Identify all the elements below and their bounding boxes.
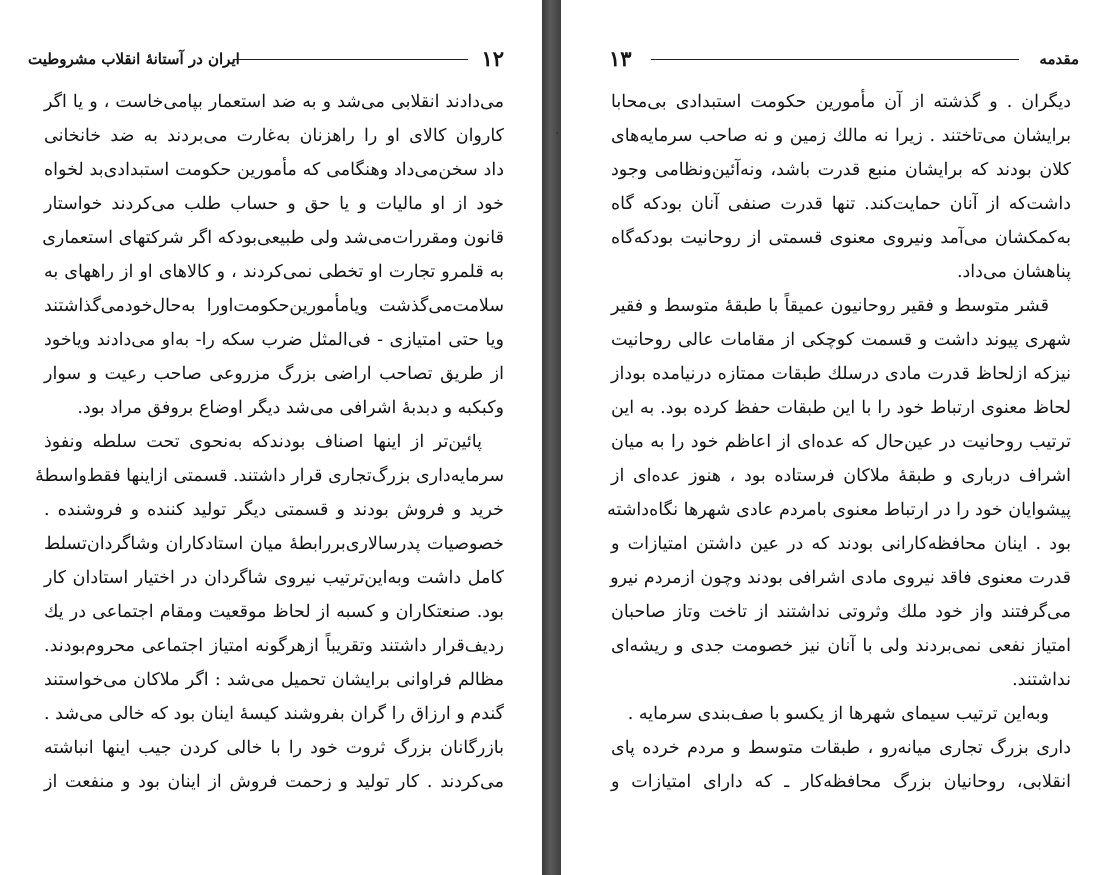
left-page xyxy=(0,0,542,875)
text-line: اشراف درباری و طبقهٔ ملاکان فرستاده بود ، هنوز عده‌ای از xyxy=(611,466,1071,486)
text-line: مظالم فراوانی برایشان تحمیل می‌شد : اگر ملاکان می‌خواستند xyxy=(44,670,504,690)
text-line: نداشتند. xyxy=(1012,670,1071,690)
page-number: ۱۳ xyxy=(609,46,632,71)
text-line: قدرت معنوی فاقد نیروی مادی اشرافی بودند وچون ازمردم نیرو xyxy=(610,568,1071,588)
right-page-header xyxy=(609,44,1079,72)
text-line: قانون ومقررات‌می‌شد ولی طبیعی‌بودکه اگر شرکتهای استعماری xyxy=(42,228,504,248)
text-line: نیزکه ازلحاظ قدرت مادی درسلك طبقات ممتازه درنیامده بوداز xyxy=(611,364,1071,384)
text-line: پائین‌تر از اینها اصناف بودندکه به‌نحوی تحت سلطه ونفوذ xyxy=(44,432,482,452)
left-page-header xyxy=(28,44,508,72)
text-line: پناهشان می‌داد. xyxy=(956,262,1071,282)
header-rule xyxy=(651,59,1019,60)
text-line: گندم و ارزاق را گران بفروشند کیسهٔ اینان بود که خالی می‌شد . xyxy=(44,704,504,724)
text-line: به قلمرو تجارت او تخطی نمی‌کردند ، و کالاهای او از راههای به xyxy=(44,262,504,282)
text-line: امتیاز نفعی نمی‌بردند ولی با آنان نیز خصومت جدی و ریشه‌ای xyxy=(611,636,1071,656)
running-title: ایران در آستانهٔ انقلاب مشروطیت xyxy=(28,50,240,68)
text-line: می‌دادند انقلابی می‌شد و به ضد استعمار بپامی‌خاست ، و یا اگر xyxy=(44,92,504,112)
text-line: لحاظ معنوی ارتباط خود را با این طبقات حفظ کرده بود. به این xyxy=(611,398,1071,418)
text-line: به‌کمکشان می‌آمد ونیروی معنوی قسمتی از روحانیت بودکه‌گاه xyxy=(611,228,1071,248)
text-line: می‌کردند . کار تولید و زحمت فروش از اینان بود و منفعت از xyxy=(44,772,504,792)
page-number: ۱۲ xyxy=(481,46,504,71)
text-line: وبه‌این ترتیب سیمای شهرها از یکسو با صف‌بندی سرمایه . xyxy=(627,704,1049,724)
text-line: می‌گرفتند واز خود ملك وثروتی نداشتند از تاخت وتاز صاحبان xyxy=(611,602,1071,622)
text-line: پیشوایان خود را در ارتباط معنوی بامردم عادی شهرها نگاه‌داشته xyxy=(607,500,1071,520)
right-page xyxy=(555,0,1107,875)
text-line: قشر متوسط و فقیر روحانیون عمیقاً با طبقهٔ متوسط و فقیر xyxy=(611,296,1049,316)
text-line: ترتیب روحانیت در عین‌حال که عده‌ای از اعاظم خود را به میان xyxy=(611,432,1071,452)
text-line: داد سخن‌می‌داد وهنگامی که مأمورین حکومت استبدادی‌بد لخواه xyxy=(44,160,504,180)
header-rule xyxy=(233,59,468,60)
text-line: بود. صنعتکاران و کسبه از لحاظ موقعیت ومقام اجتماعی در یك xyxy=(44,602,504,622)
text-line: خصوصیات پدرسالاری‌بررابطهٔ میان استادکاران وشاگردان‌تسلط xyxy=(44,534,504,554)
text-line: انقلابی، روحانیان بزرگ محافظه‌کار ـ که دارای امتیازات و xyxy=(611,772,1071,792)
text-line: کلان بودند که برایشان منبع قدرت باشد، ونه‌آئین‌ونظامی وجود xyxy=(611,160,1071,180)
running-title: مقدمه xyxy=(1039,50,1079,68)
text-line: بازرگانان بزرگ ثروت خود را با خالی کردن جیب اینها انباشته xyxy=(44,738,504,758)
text-line: ردیف‌قرار داشتند وتقریباً ازهرگونه امتیاز اجتماعی محروم‌بودند. xyxy=(44,636,504,656)
text-line: سلامت‌می‌گذشت ویامأمورین‌حکومت‌اورا به‌حال‌خودمی‌گذاشتند xyxy=(44,296,504,316)
left-page-body xyxy=(35,85,504,799)
text-line: کامل داشت وبه‌این‌ترتیب نیروی شاگردان در اختیار استادان کار xyxy=(44,568,504,588)
text-line: سرمایه‌داری بزرگ‌تجاری قرار داشتند. قسمتی ازاینها فقط‌واسطهٔ xyxy=(35,466,504,486)
text-line: داری بزرگ تجاری میانه‌رو ، طبقات متوسط و مردم خرده پای xyxy=(611,738,1071,758)
text-line: ویا حتی امتیازی - فی‌المثل ضرب سکه را- به‌او می‌دادند ویاخود xyxy=(44,330,504,350)
text-line: دیگران . و گذشته از آن مأمورین حکومت استبدادی بی‌محابا xyxy=(611,92,1071,112)
text-line: کاروان کالای او را راهزنان به‌غارت می‌بردند به ضد خانخانی xyxy=(44,126,504,146)
margin-mark: · xyxy=(555,126,560,142)
right-page-body xyxy=(607,85,1071,799)
text-line: بود . اینان محافظه‌کارانی بودند که در عین داشتن امتیازات و xyxy=(611,534,1071,554)
text-line: شهری پیوند داشت و قسمت کوچکی از مقامات عالی روحانیت xyxy=(611,330,1071,350)
text-line: وکبکبه و دبدبهٔ اشرافی می‌شد دیگر اوضاع بروفق مراد بود. xyxy=(77,398,504,418)
text-line: خود از او مالیات و یا حق و حساب طلب می‌کردند خواستار xyxy=(44,194,504,214)
text-line: داشت‌که از آنان حمایت‌کند. تنها قدرت صنفی آنان بودکه گاه xyxy=(611,194,1071,214)
text-line: برایشان می‌تاختند . زیرا نه مالك زمین و نه صاحب سرمایه‌های xyxy=(611,126,1071,146)
text-line: خرید و فروش بودند و قسمتی دیگر تولید کننده و فروشنده . xyxy=(44,500,504,520)
text-line: از طریق تصاحب اراضی بزرگ مزروعی صاحب رعیت و سوار xyxy=(44,364,504,384)
